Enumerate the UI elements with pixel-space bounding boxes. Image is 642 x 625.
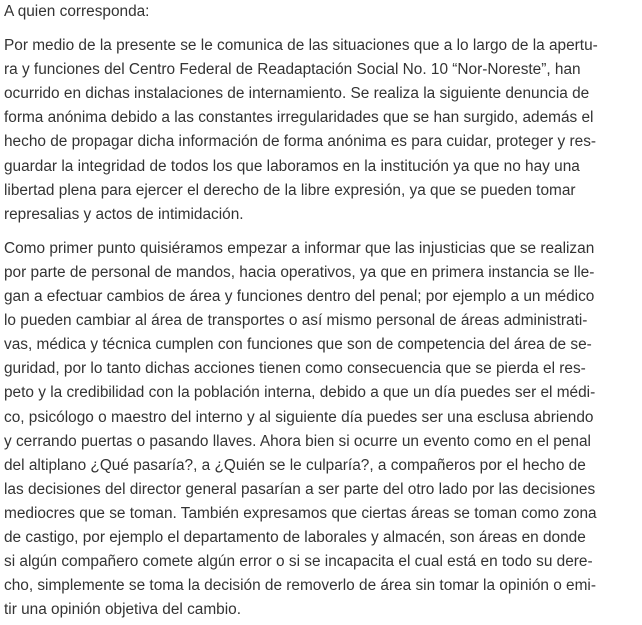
paragraph-line: hecho de propagar dicha información de forma anónima es para cuidar, proteger y res-	[4, 133, 597, 151]
paragraph-line: guardar la integridad de todos los que laboramos en la institución ya que no hay una	[4, 157, 580, 175]
paragraph-2	[4, 237, 638, 623]
paragraph-line: ocurrido en dichas instalaciones de internamiento. Se realiza la siguiente denuncia de	[4, 85, 590, 103]
paragraph-line: de castigo, por ejemplo el departamento de laborales y almacén, son áreas en donde	[4, 528, 586, 546]
paragraph-line: por parte de personal de mandos, hacia operativos, ya que en primera instancia se lle-	[4, 263, 595, 281]
paragraph-line: tir una opinión objetiva del cambio.	[4, 601, 241, 619]
salutation-text: A quien corresponda:	[4, 3, 150, 20]
paragraph-line: represalias y actos de intimidación.	[4, 205, 244, 223]
paragraph-line: cho, simplemente se toma la decisión de removerlo de área sin tomar la opinión o emi-	[4, 577, 596, 595]
paragraph-line: forma anónima debido a las constantes irregularidades que se han surgido, además el	[4, 109, 594, 127]
paragraph-line: ra y funciones del Centro Federal de Readaptación Social No. 10 “Nor-Noreste”, han	[4, 61, 581, 79]
paragraph-line: libertad plena para ejercer el derecho de la libre expresión, ya que se pueden tomar	[4, 181, 576, 199]
paragraph-line: las decisiones del director general pasarían a ser parte del otro lado por las decisiones	[4, 480, 596, 498]
paragraph-line: Como primer punto quisiéramos empezar a informar que las injusticias que se realizan	[4, 239, 595, 257]
paragraph-line: del altiplano ¿Qué pasaría?, a ¿Quién se le culparía?, a compañeros por el hecho de	[4, 456, 586, 474]
paragraph-line: Por medio de la presente se le comunica de las situaciones que a lo largo de la apertu-	[4, 37, 598, 55]
paragraph-line: mediocres que se toman. También expresamos que ciertas áreas se toman como zona	[4, 504, 597, 522]
letter-document	[4, 0, 638, 622]
paragraph-line: lo pueden cambiar al área de transportes o así mismo personal de áreas administrati-	[4, 312, 588, 330]
paragraph-line: gan a efectuar cambios de área y funciones dentro del penal; por ejemplo a un médico	[4, 288, 595, 306]
paragraph-line: y cerrando puertas o pasando llaves. Ahora bien si ocurre un evento como en el penal	[4, 432, 591, 450]
paragraph-line: guridad, por lo tanto dichas acciones tienen como consecuencia que se pierda el res-	[4, 360, 586, 378]
paragraph-line: peto y la credibilidad con la población interna, debido a que un día puedes ser el médi-	[4, 384, 596, 402]
paragraph-1	[4, 34, 638, 227]
paragraph-line: si algún compañero comete algún error o si se incapacita el cual está en todo su dere-	[4, 553, 593, 571]
paragraph-line: co, psicólogo o maestro del interno y al siguiente día puedes ser una esclusa abriendo	[4, 408, 594, 426]
salutation	[4, 0, 638, 24]
paragraph-line: vas, médica y técnica cumplen con funciones que son de competencia del área de se-	[4, 336, 592, 354]
